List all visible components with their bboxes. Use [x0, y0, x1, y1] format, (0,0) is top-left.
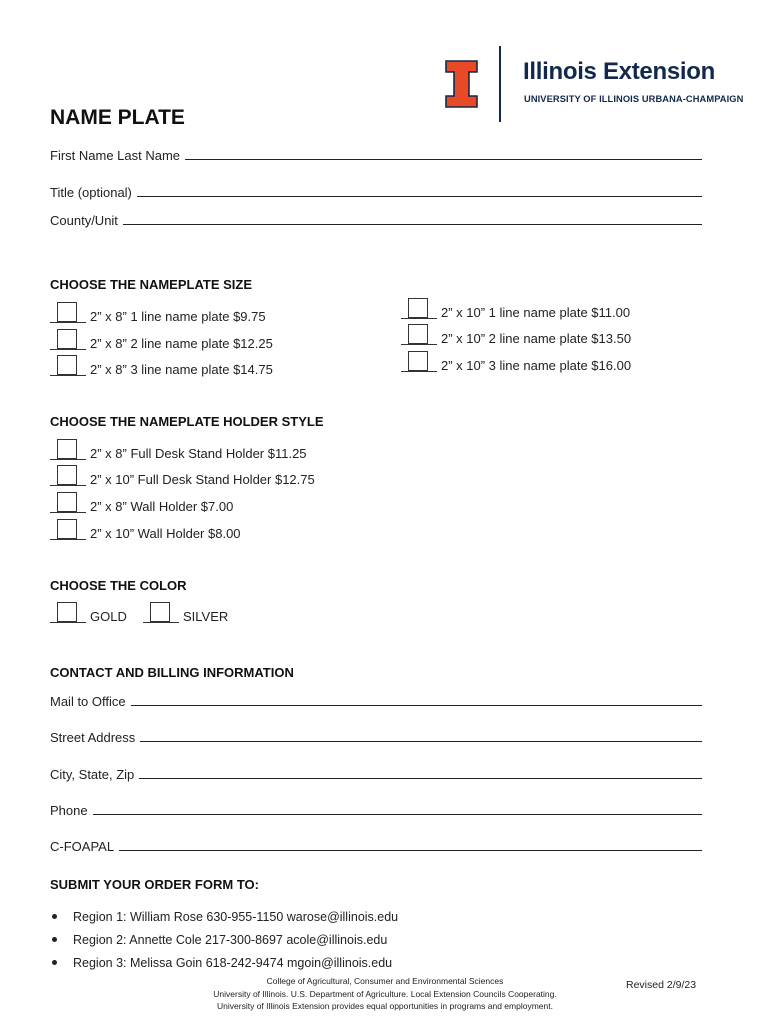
county-field-label: County/Unit [50, 213, 118, 228]
footer-line: University of Illinois. U.S. Department of Agriculture. Local Extension Councils Cooperating. [213, 988, 557, 999]
checkbox[interactable] [50, 329, 86, 351]
title-field-line[interactable] [137, 195, 702, 197]
region-text: Region 3: Melissa Goin 618-242-9474 mgoin@illinois.edu [73, 955, 393, 970]
size-heading: CHOOSE THE NAMEPLATE SIZE [50, 277, 252, 292]
checkbox[interactable] [143, 602, 179, 624]
option-label: 2” x 8” 3 line name plate $14.75 [90, 362, 273, 377]
bullet-icon [52, 960, 57, 965]
logo-divider [499, 46, 501, 122]
submit-heading: SUBMIT YOUR ORDER FORM TO: [50, 877, 259, 892]
street-address-field[interactable] [50, 730, 702, 745]
size-option-8-3line[interactable] [50, 353, 273, 377]
list-item [50, 928, 398, 951]
size-option-10-2line[interactable] [401, 322, 631, 346]
option-label: 2” x 10” 1 line name plate $11.00 [441, 305, 631, 320]
bullet-icon [52, 914, 57, 919]
field-label: Street Address [50, 730, 136, 745]
brand-name: Illinois Extension [523, 58, 715, 85]
option-label: SILVER [183, 609, 229, 624]
name-field[interactable] [50, 148, 702, 163]
option-label: 2” x 8” Wall Holder $7.00 [90, 499, 234, 514]
name-field-line[interactable] [185, 158, 702, 160]
option-label: 2” x 10” Full Desk Stand Holder $12.75 [90, 472, 315, 487]
field-label: Phone [50, 803, 88, 818]
county-field-line[interactable] [123, 223, 702, 225]
option-label: 2” x 8” Full Desk Stand Holder $11.25 [90, 446, 307, 461]
color-option-silver[interactable] [143, 600, 228, 624]
list-item [50, 951, 398, 974]
list-item [50, 905, 398, 928]
checkbox[interactable] [401, 351, 437, 373]
footer [190, 975, 580, 1013]
checkbox[interactable] [401, 324, 437, 346]
footer-line: University of Illinois Extension provides equal opportunities in programs and employment. [217, 1001, 553, 1011]
region-list [50, 905, 398, 974]
color-option-gold[interactable] [50, 600, 127, 624]
title-field-label: Title (optional) [50, 185, 132, 200]
mail-to-office-field[interactable] [50, 694, 702, 709]
checkbox[interactable] [50, 465, 86, 487]
checkbox[interactable] [401, 298, 437, 320]
page-title: NAME PLATE [50, 106, 185, 129]
name-field-label: First Name Last Name [50, 148, 181, 163]
field-label: City, State, Zip [50, 767, 135, 782]
option-label: GOLD [90, 609, 127, 624]
size-option-10-3line[interactable] [401, 349, 631, 373]
option-label: 2” x 10” 3 line name plate $16.00 [441, 358, 632, 373]
size-option-8-1line[interactable] [50, 300, 266, 324]
block-i-logo-icon [445, 60, 478, 108]
county-field[interactable] [50, 213, 702, 228]
checkbox[interactable] [50, 302, 86, 324]
checkbox[interactable] [50, 355, 86, 377]
contact-heading: CONTACT AND BILLING INFORMATION [50, 665, 294, 680]
holder-option-10-wall[interactable] [50, 517, 241, 541]
color-heading: CHOOSE THE COLOR [50, 578, 187, 593]
city-state-zip-field[interactable] [50, 767, 702, 782]
checkbox[interactable] [50, 439, 86, 461]
field-line[interactable] [131, 704, 702, 706]
bullet-icon [52, 937, 57, 942]
checkbox[interactable] [50, 602, 86, 624]
field-line[interactable] [140, 740, 702, 742]
title-field[interactable] [50, 185, 702, 200]
field-label: C-FOAPAL [50, 839, 115, 854]
holder-option-10-desk[interactable] [50, 463, 315, 487]
size-option-8-2line[interactable] [50, 327, 273, 351]
option-label: 2” x 8” 1 line name plate $9.75 [90, 309, 266, 324]
checkbox[interactable] [50, 492, 86, 514]
option-label: 2” x 10” Wall Holder $8.00 [90, 526, 241, 541]
revised-date: Revised 2/9/23 [626, 979, 697, 991]
phone-field[interactable] [50, 803, 702, 818]
holder-heading: CHOOSE THE NAMEPLATE HOLDER STYLE [50, 414, 324, 429]
option-label: 2” x 8” 2 line name plate $12.25 [90, 336, 273, 351]
holder-option-8-desk[interactable] [50, 437, 307, 461]
checkbox[interactable] [50, 519, 86, 541]
brand-subtitle: UNIVERSITY OF ILLINOIS URBANA-CHAMPAIGN [524, 94, 744, 104]
region-text: Region 1: William Rose 630-955-1150 warose@illinois.edu [73, 909, 399, 924]
field-line[interactable] [139, 777, 702, 779]
field-line[interactable] [93, 813, 702, 815]
region-text: Region 2: Annette Cole 217-300-8697 acole@illinois.edu [73, 932, 388, 947]
field-label: Mail to Office [50, 694, 126, 709]
size-option-10-1line[interactable] [401, 296, 630, 320]
field-line[interactable] [119, 849, 702, 851]
footer-line: College of Agricultural, Consumer and Environmental Sciences [266, 976, 504, 986]
option-label: 2” x 10” 2 line name plate $13.50 [441, 331, 632, 346]
cfoapal-field[interactable] [50, 839, 702, 854]
holder-option-8-wall[interactable] [50, 490, 233, 514]
